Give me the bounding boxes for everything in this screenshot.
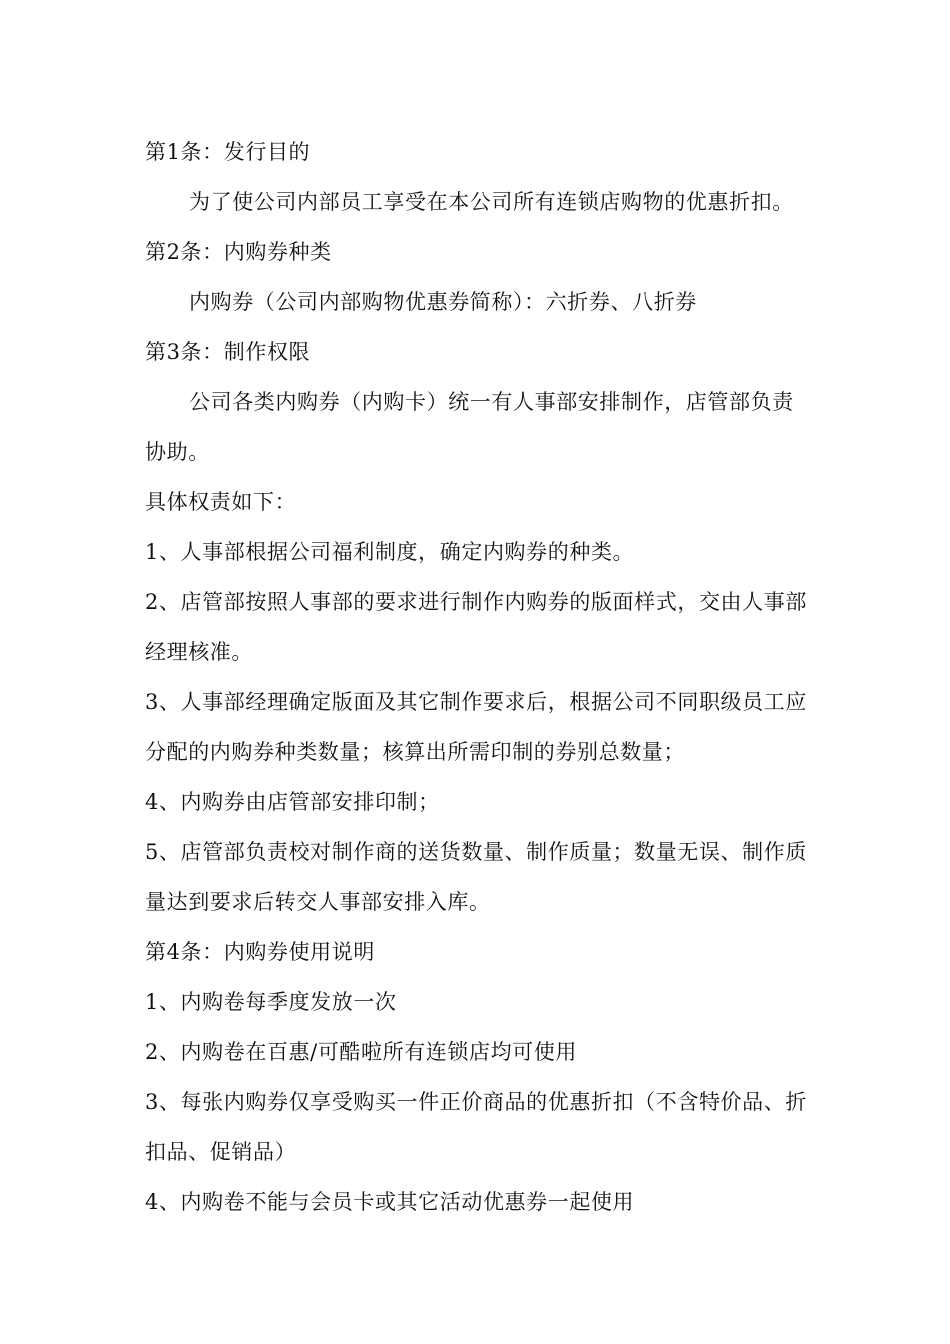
list-item: 2、内购卷在百惠/可酷啦所有连锁店均可使用 — [145, 1040, 578, 1064]
list-item: 3、人事部经理确定版面及其它制作要求后，根据公司不同职级员工应分配的内购券种类数量；核算出所需印制的券别总数量； — [145, 690, 807, 764]
list-item: 4、内购券由店管部安排印制； — [145, 790, 440, 814]
list-item: 1、人事部根据公司福利制度，确定内购券的种类。 — [145, 540, 635, 564]
section-1-body: 为了使公司内部员工享受在本公司所有连锁店购物的优惠折扣。 — [189, 190, 794, 214]
list-item: 2、店管部按照人事部的要求进行制作内购券的版面样式，交由人事部经理核准。 — [145, 590, 807, 664]
section-1-heading: 第1条：发行目的 — [145, 140, 311, 164]
section-4-heading: 第4条：内购券使用说明 — [145, 940, 375, 964]
list-item: 1、内购卷每季度发放一次 — [145, 990, 397, 1014]
section-2-body: 内购券（公司内部购物优惠券简称）：六折券、八折券 — [189, 290, 697, 314]
responsibilities-intro: 具体权责如下： — [145, 490, 297, 514]
section-2-heading: 第2条：内购券种类 — [145, 240, 332, 264]
section-3-body: 公司各类内购券（内购卡）统一有人事部安排制作，店管部负责协助。 — [145, 390, 794, 464]
list-item: 3、每张内购券仅享受购买一件正价商品的优惠折扣（不含特价品、折扣品、促销品） — [145, 1090, 807, 1164]
document-body — [145, 127, 810, 1227]
list-item: 5、店管部负责校对制作商的送货数量、制作质量；数量无误、制作质量达到要求后转交人事部安排入库。 — [145, 840, 807, 914]
section-3-heading: 第3条：制作权限 — [145, 340, 311, 364]
list-item: 4、内购卷不能与会员卡或其它活动优惠券一起使用 — [145, 1190, 635, 1214]
